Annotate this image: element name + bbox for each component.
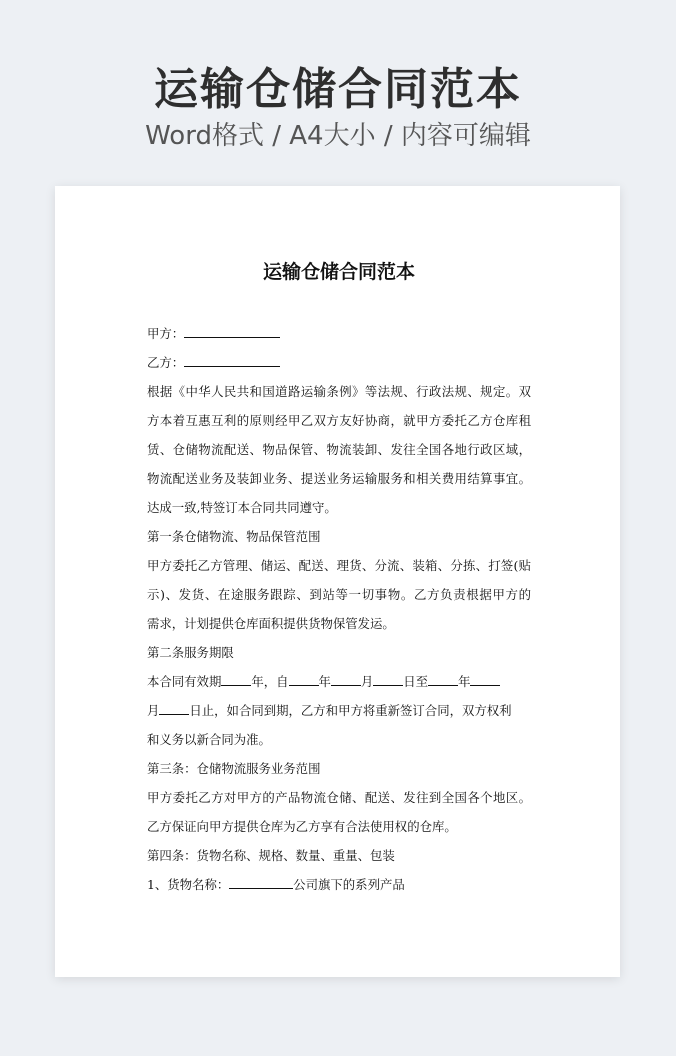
goods-name-suffix: 公司旗下的系列产品	[293, 877, 405, 892]
intro-line: 根据《中华人民共和国道路运输条例》等法规、行政法规、规定。双	[147, 384, 531, 399]
party-b-label: 乙方：	[147, 355, 185, 370]
intro-line: 达成一致,特签订本合同共同遵守。	[147, 500, 337, 515]
intro-line: 方本着互惠互利的原则经甲乙双方友好协商，就甲方委托乙方仓库租	[147, 413, 531, 428]
banner-title: 运输仓储合同范本	[154, 64, 522, 115]
party-a-blank[interactable]	[184, 324, 280, 338]
end-year-blank[interactable]	[428, 672, 458, 686]
term-text: 本合同有效期	[147, 674, 222, 689]
term-text: 月	[360, 674, 374, 689]
goods-name-label: 1、货物名称：	[147, 877, 230, 892]
intro-line: 赁、仓储物流配送、物品保管、物流装卸、发往全国各地行政区域，	[147, 442, 531, 457]
article-1-heading: 第一条仓储物流、物品保管范围	[147, 529, 321, 544]
article-2-line	[147, 701, 531, 721]
start-year-blank[interactable]	[289, 672, 319, 686]
term-text: 年，自	[251, 674, 289, 689]
start-month-blank[interactable]	[331, 672, 361, 686]
article-1-line: 甲方委托乙方管理、储运、配送、理货、分流、装箱、分拣、打签(贴	[147, 558, 531, 573]
party-a-label: 甲方：	[147, 326, 185, 341]
intro-line: 物流配送业务及装卸业务、提送业务运输服务和相关费用结算事宜。	[147, 471, 531, 486]
party-b-line	[147, 353, 531, 373]
document-title: 运输仓储合同范本	[262, 261, 415, 283]
party-a-line	[147, 324, 531, 344]
document-page	[55, 186, 620, 977]
goods-name-blank[interactable]	[229, 875, 293, 889]
article-2-heading: 第二条服务期限	[147, 645, 234, 660]
article-1-line: 示)、发货、在途服务跟踪、到站等一切事物。乙方负责根据甲方的	[147, 587, 531, 602]
term-text: 年	[458, 674, 471, 689]
term-blank[interactable]	[221, 672, 251, 686]
end-month-blank[interactable]	[470, 672, 500, 686]
article-3-heading: 第三条：仓储物流服务业务范围	[147, 761, 321, 776]
article-4-heading: 第四条：货物名称、规格、数量、重量、包装	[147, 848, 395, 863]
article-3-line: 甲方委托乙方对甲方的产品物流仓储、配送、发往到全国各个地区。	[147, 790, 531, 805]
start-day-blank[interactable]	[373, 672, 403, 686]
term-text: 年	[318, 674, 331, 689]
banner-subtitle: Word格式 / A4大小 / 内容可编辑	[145, 121, 531, 151]
article-2-line: 和义务以新合同为准。	[147, 732, 271, 747]
article-3-line: 乙方保证向甲方提供仓库为乙方享有合法使用权的仓库。	[147, 819, 457, 834]
end-day-blank[interactable]	[159, 701, 189, 715]
goods-name-line	[147, 875, 531, 895]
article-2-line	[147, 672, 531, 692]
term-text: 月	[147, 703, 160, 718]
party-b-blank[interactable]	[184, 353, 280, 367]
term-text: 日止，如合同到期，乙方和甲方将重新签订合同，双方权利	[189, 703, 512, 718]
article-1-line: 需求，计划提供仓库面积提供货物保管发运。	[147, 616, 395, 631]
term-text: 日至	[403, 674, 429, 689]
